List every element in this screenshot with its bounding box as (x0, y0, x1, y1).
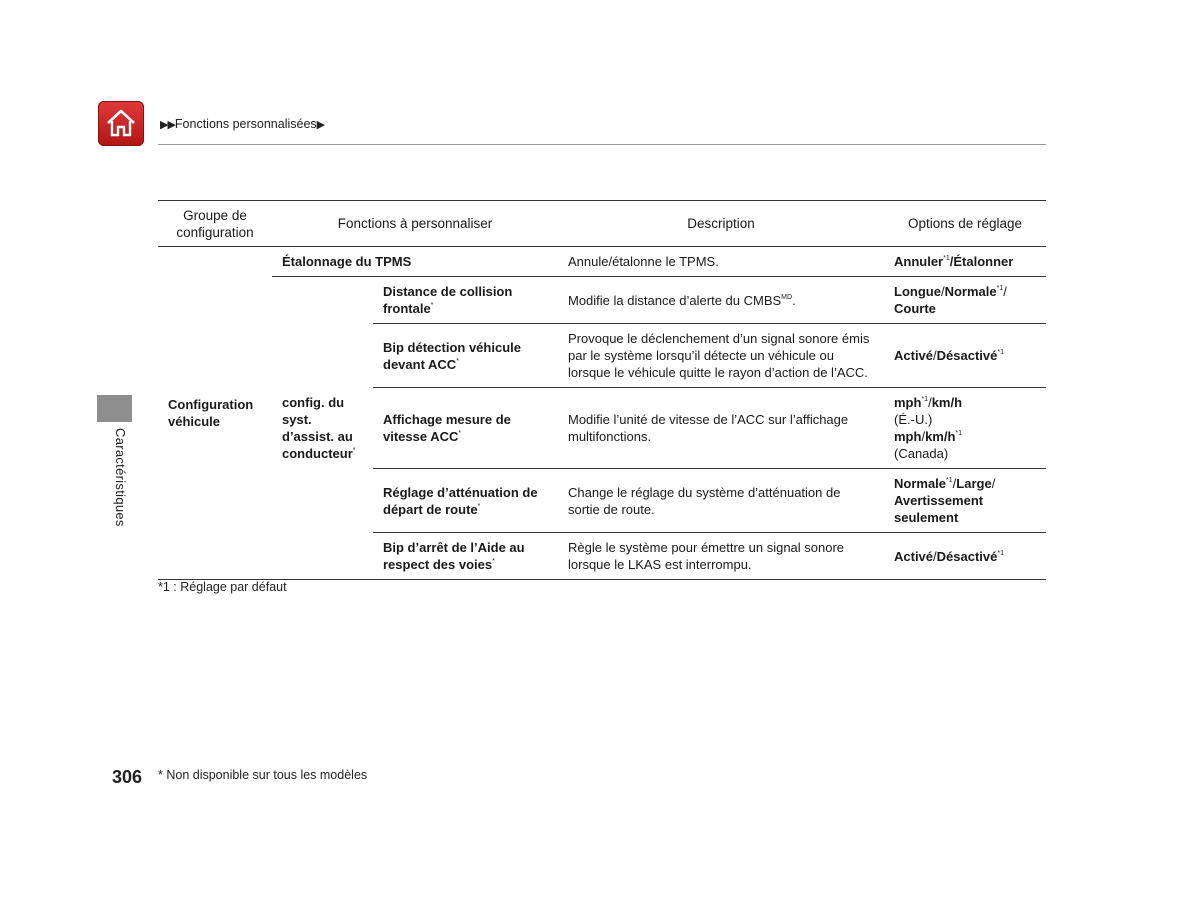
function-cell: Bip détection véhicule devant ACC* (373, 324, 558, 388)
breadcrumb-arrows-icon: ▶▶ (160, 119, 175, 131)
section-label: Caractéristiques (113, 428, 128, 527)
options-cell: Activé/Désactivé$^{*1}$ (884, 324, 1046, 388)
description-cell: Modifie la distance d’alerte du $CMBS^{MD}$. (558, 277, 884, 324)
function-cell: Étalonnage du TPMS (272, 247, 558, 277)
description-cell: Provoque le déclenchement d’un signal sonore émis par le système lorsqu’il détecte un véhicule ou lorsque le véhicule quitte le rayon d’action de l’ACC. (558, 324, 884, 388)
header-divider (158, 144, 1046, 145)
section-tab[interactable] (97, 395, 132, 422)
header-group: Groupe de configuration (158, 201, 272, 247)
default-setting-note: *1 : Réglage par défaut (158, 580, 287, 594)
breadcrumb[interactable] (160, 117, 324, 131)
subgroup-cell: config. du syst. d’assist. au conducteur* (272, 277, 373, 580)
options-cell: Annuler$^{*1}$/Étalonner (884, 247, 1046, 277)
function-cell: Bip d’arrêt de l’Aide au respect des voies* (373, 533, 558, 580)
breadcrumb-arrow-icon: ▶ (316, 119, 325, 131)
options-cell: Longue/Normale$^{*1}$/ Courte (884, 277, 1046, 324)
table-header-row (158, 201, 1046, 247)
description-cell: Change le réglage du système d’atténuation de sortie de route. (558, 469, 884, 533)
page-number: 306 (112, 767, 143, 787)
header-description: Description (558, 201, 884, 247)
options-cell: mph$^{*1}$/km/h (É.-U.) mph/$km/h^{*1}$ (Canada) (884, 388, 1046, 469)
header-options: Options de réglage (884, 201, 1046, 247)
description-cell: Règle le système pour émettre un signal sonore lorsque le LKAS est interrompu. (558, 533, 884, 580)
settings-table (158, 200, 1046, 580)
home-button[interactable] (98, 101, 144, 146)
table-row (158, 247, 1046, 277)
header-functions: Fonctions à personnaliser (272, 201, 558, 247)
group-cell: Configuration véhicule (158, 247, 272, 580)
availability-note: * Non disponible sur tous les modèles (158, 768, 368, 782)
function-cell: Distance de collision frontale* (373, 277, 558, 324)
function-cell: Affichage mesure de vitesse ACC* (373, 388, 558, 469)
breadcrumb-label[interactable]: Fonctions personnalisées (174, 117, 317, 131)
options-cell: Normale$^{*1}$/Large/ Avertissement seulement (884, 469, 1046, 533)
options-cell: Activé/Désactivé$^{*1}$ (884, 533, 1046, 580)
function-cell: Réglage d’atténuation de départ de route* (373, 469, 558, 533)
table-row (158, 277, 1046, 324)
home-icon (104, 106, 138, 140)
description-cell: Annule/étalonne le TPMS. (558, 247, 884, 277)
description-cell: Modifie l’unité de vitesse de l’ACC sur l’affichage multifonctions. (558, 388, 884, 469)
